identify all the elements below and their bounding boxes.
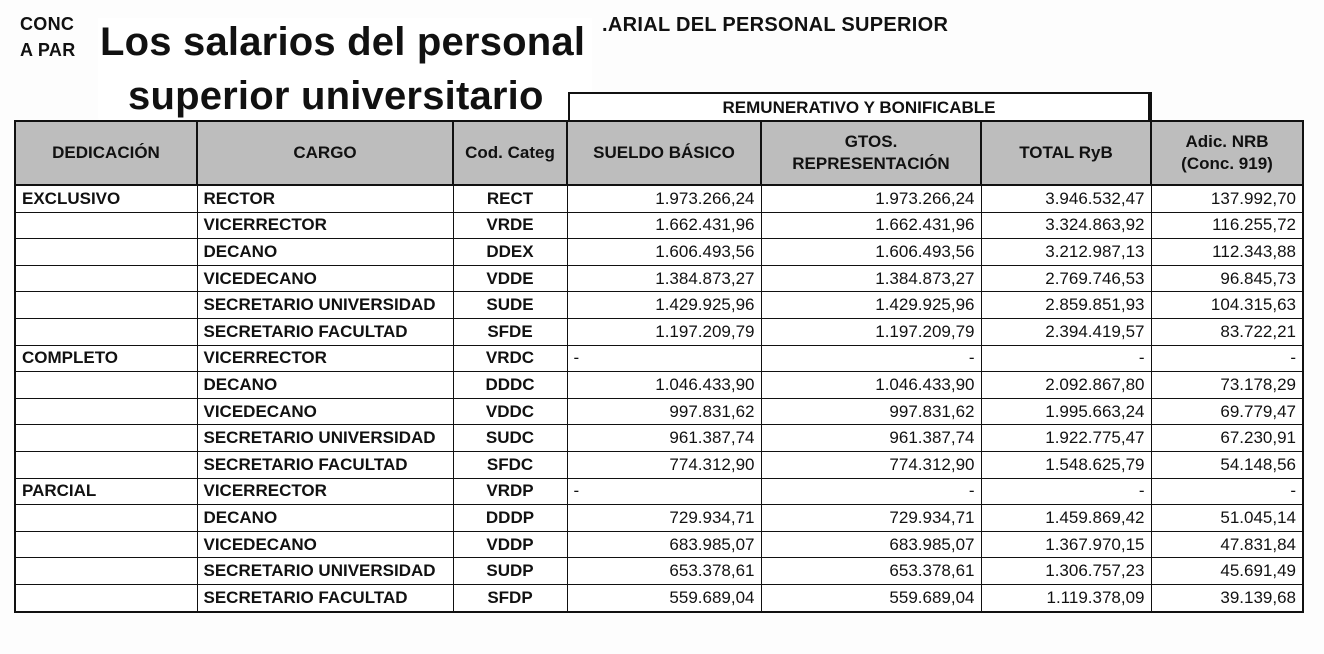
cell-cod-categ: VRDP xyxy=(453,478,567,505)
cell-sueldo-basico: 653.378,61 xyxy=(567,558,761,585)
table-row xyxy=(15,239,1303,266)
cell-dedicacion xyxy=(15,451,197,478)
cell-cod-categ: SFDC xyxy=(453,451,567,478)
cell-adic-nrb: 54.148,56 xyxy=(1151,451,1303,478)
cell-cod-categ: SFDE xyxy=(453,318,567,345)
cell-cargo: SECRETARIO UNIVERSIDAD xyxy=(197,292,453,319)
cell-sueldo-basico: 1.429.925,96 xyxy=(567,292,761,319)
cell-adic-nrb: 47.831,84 xyxy=(1151,531,1303,558)
table-row xyxy=(15,478,1303,505)
table-row xyxy=(15,185,1303,212)
table-row xyxy=(15,558,1303,585)
cell-dedicacion xyxy=(15,239,197,266)
cell-adic-nrb: 112.343,88 xyxy=(1151,239,1303,266)
header-row xyxy=(15,121,1303,185)
cell-dedicacion xyxy=(15,584,197,611)
cell-dedicacion xyxy=(15,372,197,399)
cell-gtos-representacion: 997.831,62 xyxy=(761,398,981,425)
cell-dedicacion xyxy=(15,505,197,532)
cell-adic-nrb: 69.779,47 xyxy=(1151,398,1303,425)
table-row xyxy=(15,584,1303,611)
cell-cod-categ: DDEX xyxy=(453,239,567,266)
cell-sueldo-basico: 1.606.493,56 xyxy=(567,239,761,266)
cell-adic-nrb: - xyxy=(1151,478,1303,505)
cell-dedicacion xyxy=(15,398,197,425)
cell-cod-categ: DDDC xyxy=(453,372,567,399)
header-dedicacion: DEDICACIÓN xyxy=(15,121,197,185)
cell-adic-nrb: 39.139,68 xyxy=(1151,584,1303,611)
table-row xyxy=(15,425,1303,452)
table-row xyxy=(15,372,1303,399)
cell-gtos-representacion: 1.384.873,27 xyxy=(761,265,981,292)
cell-total-ryb: 1.119.378,09 xyxy=(981,584,1151,611)
cell-cargo: VICERRECTOR xyxy=(197,478,453,505)
table-row xyxy=(15,345,1303,372)
cell-gtos-representacion: - xyxy=(761,478,981,505)
table-row xyxy=(15,265,1303,292)
cell-gtos-representacion: 653.378,61 xyxy=(761,558,981,585)
cell-cod-categ: SUDC xyxy=(453,425,567,452)
cell-dedicacion xyxy=(15,425,197,452)
cell-cod-categ: DDDP xyxy=(453,505,567,532)
table-row xyxy=(15,398,1303,425)
cell-dedicacion xyxy=(15,292,197,319)
cell-sueldo-basico: 1.046.433,90 xyxy=(567,372,761,399)
cell-cargo: SECRETARIO UNIVERSIDAD xyxy=(197,558,453,585)
cell-dedicacion: PARCIAL xyxy=(15,478,197,505)
cell-dedicacion xyxy=(15,212,197,239)
cell-cargo: DECANO xyxy=(197,372,453,399)
table-row xyxy=(15,212,1303,239)
cell-total-ryb: 1.306.757,23 xyxy=(981,558,1151,585)
cell-sueldo-basico: 774.312,90 xyxy=(567,451,761,478)
cell-sueldo-basico: 961.387,74 xyxy=(567,425,761,452)
cell-gtos-representacion: 1.973.266,24 xyxy=(761,185,981,212)
cell-adic-nrb: 73.178,29 xyxy=(1151,372,1303,399)
cell-dedicacion xyxy=(15,265,197,292)
cell-cargo: SECRETARIO FACULTAD xyxy=(197,584,453,611)
header-cargo: CARGO xyxy=(197,121,453,185)
cell-gtos-representacion: 1.606.493,56 xyxy=(761,239,981,266)
cell-total-ryb: 2.092.867,80 xyxy=(981,372,1151,399)
overlay-caption-line1: Los salarios del personal xyxy=(100,20,586,64)
header-total-ryb: TOTAL RyB xyxy=(981,121,1151,185)
cell-dedicacion xyxy=(15,318,197,345)
cell-adic-nrb: 116.255,72 xyxy=(1151,212,1303,239)
cell-total-ryb: 1.922.775,47 xyxy=(981,425,1151,452)
table-body xyxy=(15,185,1303,612)
cell-cod-categ: VDDE xyxy=(453,265,567,292)
table-row xyxy=(15,531,1303,558)
cell-cargo: VICEDECANO xyxy=(197,531,453,558)
cell-gtos-representacion: 1.046.433,90 xyxy=(761,372,981,399)
cell-total-ryb: - xyxy=(981,478,1151,505)
cell-gtos-representacion: 774.312,90 xyxy=(761,451,981,478)
cell-adic-nrb: 137.992,70 xyxy=(1151,185,1303,212)
cell-total-ryb: 3.946.532,47 xyxy=(981,185,1151,212)
group-header-remunerativo: REMUNERATIVO Y BONIFICABLE xyxy=(568,92,1150,120)
cell-total-ryb: 1.548.625,79 xyxy=(981,451,1151,478)
cell-total-ryb: 1.995.663,24 xyxy=(981,398,1151,425)
header-adic-nrb: Adic. NRB (Conc. 919) xyxy=(1151,121,1303,185)
cell-gtos-representacion: - xyxy=(761,345,981,372)
table-row xyxy=(15,292,1303,319)
header-gtos-representacion: GTOS. REPRESENTACIÓN xyxy=(761,121,981,185)
cell-sueldo-basico: 1.384.873,27 xyxy=(567,265,761,292)
cell-cargo: VICERRECTOR xyxy=(197,212,453,239)
cell-adic-nrb: 83.722,21 xyxy=(1151,318,1303,345)
table-row xyxy=(15,451,1303,478)
cell-dedicacion xyxy=(15,558,197,585)
cell-total-ryb: - xyxy=(981,345,1151,372)
cell-gtos-representacion: 1.197.209,79 xyxy=(761,318,981,345)
cell-cod-categ: VRDE xyxy=(453,212,567,239)
cell-cod-categ: VDDP xyxy=(453,531,567,558)
cell-total-ryb: 1.367.970,15 xyxy=(981,531,1151,558)
cell-cod-categ: SUDE xyxy=(453,292,567,319)
cell-cargo: SECRETARIO FACULTAD xyxy=(197,451,453,478)
cell-dedicacion: COMPLETO xyxy=(15,345,197,372)
cell-total-ryb: 1.459.869,42 xyxy=(981,505,1151,532)
cell-adic-nrb: 96.845,73 xyxy=(1151,265,1303,292)
cell-sueldo-basico: 1.973.266,24 xyxy=(567,185,761,212)
cell-adic-nrb: 67.230,91 xyxy=(1151,425,1303,452)
cell-cod-categ: SFDP xyxy=(453,584,567,611)
cell-adic-nrb: 104.315,63 xyxy=(1151,292,1303,319)
cell-sueldo-basico: 683.985,07 xyxy=(567,531,761,558)
cell-dedicacion xyxy=(15,531,197,558)
cell-total-ryb: 2.769.746,53 xyxy=(981,265,1151,292)
cell-cod-categ: SUDP xyxy=(453,558,567,585)
table-row xyxy=(15,318,1303,345)
cell-gtos-representacion: 559.689,04 xyxy=(761,584,981,611)
cell-gtos-representacion: 729.934,71 xyxy=(761,505,981,532)
cell-gtos-representacion: 961.387,74 xyxy=(761,425,981,452)
cell-total-ryb: 2.859.851,93 xyxy=(981,292,1151,319)
cell-sueldo-basico: 997.831,62 xyxy=(567,398,761,425)
background-title-line2: A PAR xyxy=(20,40,76,60)
cell-cargo: DECANO xyxy=(197,505,453,532)
background-title-right: .ARIAL DEL PERSONAL SUPERIOR xyxy=(602,14,949,36)
overlay-caption-line2: superior universitario xyxy=(128,74,544,118)
cell-adic-nrb: 51.045,14 xyxy=(1151,505,1303,532)
cell-cod-categ: RECT xyxy=(453,185,567,212)
group-header-divider xyxy=(1150,92,1152,120)
cell-total-ryb: 2.394.419,57 xyxy=(981,318,1151,345)
cell-sueldo-basico: 1.662.431,96 xyxy=(567,212,761,239)
cell-cargo: SECRETARIO UNIVERSIDAD xyxy=(197,425,453,452)
cell-cod-categ: VDDC xyxy=(453,398,567,425)
cell-sueldo-basico: - xyxy=(567,345,761,372)
cell-cargo: DECANO xyxy=(197,239,453,266)
cell-sueldo-basico: 1.197.209,79 xyxy=(567,318,761,345)
cell-dedicacion: EXCLUSIVO xyxy=(15,185,197,212)
cell-sueldo-basico: 559.689,04 xyxy=(567,584,761,611)
cell-adic-nrb: 45.691,49 xyxy=(1151,558,1303,585)
cell-total-ryb: 3.324.863,92 xyxy=(981,212,1151,239)
cell-cargo: VICEDECANO xyxy=(197,398,453,425)
cell-cargo: VICEDECANO xyxy=(197,265,453,292)
cell-gtos-representacion: 1.662.431,96 xyxy=(761,212,981,239)
cell-sueldo-basico: - xyxy=(567,478,761,505)
header-sueldo-basico: SUELDO BÁSICO xyxy=(567,121,761,185)
cell-cargo: RECTOR xyxy=(197,185,453,212)
cell-total-ryb: 3.212.987,13 xyxy=(981,239,1151,266)
cell-cod-categ: VRDC xyxy=(453,345,567,372)
cell-sueldo-basico: 729.934,71 xyxy=(567,505,761,532)
cell-gtos-representacion: 683.985,07 xyxy=(761,531,981,558)
table-row xyxy=(15,505,1303,532)
cell-cargo: VICERRECTOR xyxy=(197,345,453,372)
header-cod-categ: Cod. Categ xyxy=(453,121,567,185)
cell-adic-nrb: - xyxy=(1151,345,1303,372)
salary-table xyxy=(14,120,1304,613)
cell-cargo: SECRETARIO FACULTAD xyxy=(197,318,453,345)
background-title-line1: CONC xyxy=(20,14,75,34)
cell-gtos-representacion: 1.429.925,96 xyxy=(761,292,981,319)
